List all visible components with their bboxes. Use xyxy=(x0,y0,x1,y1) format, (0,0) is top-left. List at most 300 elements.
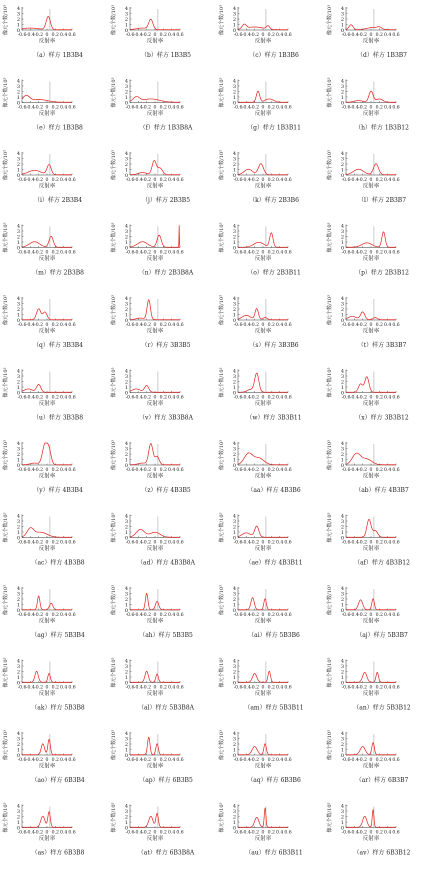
y-tick-label: 4 xyxy=(340,150,344,157)
y-tick-label: 3 xyxy=(124,663,128,670)
x-tick-label: -0.4 xyxy=(241,105,251,111)
x-tick-label: -0.4 xyxy=(25,395,35,401)
y-tick-label: 3 xyxy=(16,663,20,670)
x-tick-label: 0.4 xyxy=(276,33,284,38)
x-tick-label: -0.4 xyxy=(241,830,251,836)
histogram-curve xyxy=(130,737,180,755)
x-tick-label: 0.2 xyxy=(267,540,275,546)
x-tick-label: 0 xyxy=(369,540,373,546)
histogram-curve xyxy=(22,309,72,320)
y-tick-label: 1 xyxy=(232,239,236,246)
x-tick-label: -0.4 xyxy=(241,758,251,763)
x-axis-label: 反射率 xyxy=(146,328,164,335)
y-axis-label: 像元个数/10³ xyxy=(111,512,117,543)
y-tick-label: 4 xyxy=(124,585,128,592)
y-tick-label: 4 xyxy=(16,803,20,810)
x-tick-label: -0.6 xyxy=(233,250,243,256)
x-tick-label: 0.4 xyxy=(276,250,284,256)
x-axis-label: 反射率 xyxy=(38,836,56,842)
y-tick-label: 4 xyxy=(16,5,20,12)
histogram-panel xyxy=(326,802,411,856)
y-axis-label: 像元个数/10³ xyxy=(3,802,9,833)
y-axis-label: 像元个数/10³ xyxy=(219,439,225,471)
y-tick-label: 1 xyxy=(124,819,128,826)
y-axis-label: 像元个数/10³ xyxy=(111,729,117,761)
x-tick-label: 0.2 xyxy=(159,758,167,763)
panel-caption: （am）样方 5B3B11 xyxy=(244,704,304,712)
y-tick-label: 2 xyxy=(232,89,236,96)
x-tick-label: 0.2 xyxy=(267,685,275,691)
y-tick-label: 2 xyxy=(340,16,344,23)
x-tick-label: -0.6 xyxy=(125,33,135,38)
x-tick-label: -0.2 xyxy=(358,468,368,473)
y-axis-label: 像元个数/10³ xyxy=(3,149,9,181)
y-tick-label: 1 xyxy=(124,94,128,101)
y-tick-label: 4 xyxy=(124,658,128,665)
y-tick-label: 4 xyxy=(232,658,236,665)
y-tick-label: 3 xyxy=(124,736,128,743)
x-tick-label: 0.4 xyxy=(60,540,68,546)
panel-caption: （r）样方 3B3B5 xyxy=(141,342,191,349)
x-tick-label: 0.4 xyxy=(384,468,392,473)
histogram-panel xyxy=(326,585,408,639)
y-axis-label: 像元个数/10³ xyxy=(327,367,333,398)
x-tick-label: -0.2 xyxy=(142,33,152,38)
y-tick-label: 0 xyxy=(16,172,20,179)
histogram-panel xyxy=(218,512,303,566)
histogram-panel xyxy=(218,5,299,59)
x-tick-label: -0.2 xyxy=(250,685,260,691)
x-axis-label: 反射率 xyxy=(38,401,56,407)
x-tick-label: 0.4 xyxy=(384,685,392,691)
x-tick-label: 0.4 xyxy=(384,395,392,401)
x-tick-label: -0.4 xyxy=(133,178,143,183)
x-axis-label: 反射率 xyxy=(38,691,56,697)
y-tick-label: 4 xyxy=(16,730,20,737)
histogram-panel xyxy=(110,657,195,711)
y-tick-label: 0 xyxy=(124,390,128,397)
y-tick-label: 4 xyxy=(340,78,344,85)
x-tick-label: -0.4 xyxy=(25,250,35,256)
x-tick-label: 0.6 xyxy=(284,540,292,546)
x-tick-label: -0.6 xyxy=(17,613,27,618)
x-tick-label: 0.4 xyxy=(384,33,392,38)
x-axis-label: 反射率 xyxy=(362,691,380,697)
y-tick-label: 4 xyxy=(232,803,236,810)
y-axis-label: 像元个数/10³ xyxy=(111,294,117,326)
y-tick-label: 3 xyxy=(16,446,20,453)
x-tick-label: 0.4 xyxy=(276,758,284,763)
x-axis-label: 反射率 xyxy=(146,473,164,480)
x-tick-label: -0.2 xyxy=(358,758,368,763)
x-tick-label: 0 xyxy=(261,613,265,618)
y-axis-label: 像元个数/10³ xyxy=(327,149,333,181)
panel-caption: （m）样方 2B3B8 xyxy=(32,269,84,277)
y-tick-label: 0 xyxy=(340,462,344,469)
y-tick-label: 4 xyxy=(16,223,20,230)
y-tick-label: 2 xyxy=(232,234,236,241)
panel-caption: （ai）样方 5B3B6 xyxy=(248,632,300,639)
y-tick-label: 0 xyxy=(124,535,128,542)
y-tick-label: 3 xyxy=(340,518,344,525)
x-tick-label: 0.6 xyxy=(176,178,184,183)
y-tick-label: 2 xyxy=(124,306,128,313)
y-tick-label: 1 xyxy=(124,457,128,464)
y-tick-label: 1 xyxy=(232,819,236,826)
y-tick-label: 0 xyxy=(232,462,236,469)
x-tick-label: 0.4 xyxy=(276,395,284,401)
x-tick-label: 0.6 xyxy=(176,613,184,618)
x-tick-label: 0.4 xyxy=(168,33,176,38)
y-tick-label: 2 xyxy=(340,596,344,603)
x-tick-label: -0.6 xyxy=(341,540,351,546)
histogram-curve xyxy=(22,16,72,29)
y-tick-label: 0 xyxy=(340,27,344,34)
panel-caption: （ar）样方 6B3B7 xyxy=(355,777,409,784)
x-tick-label: -0.2 xyxy=(34,468,44,473)
x-tick-label: -0.4 xyxy=(25,758,35,763)
y-tick-label: 0 xyxy=(340,607,344,614)
x-tick-label: -0.6 xyxy=(233,685,243,691)
x-tick-label: 0.6 xyxy=(68,178,76,183)
histogram-curve xyxy=(346,91,396,102)
x-tick-label: -0.4 xyxy=(349,105,359,111)
y-tick-label: 3 xyxy=(232,663,236,670)
panel-caption: （av）样方 6B3B12 xyxy=(353,849,411,857)
x-tick-label: 0.2 xyxy=(267,758,275,763)
histogram-panel xyxy=(326,77,409,131)
y-tick-label: 4 xyxy=(340,295,344,302)
histogram-panel xyxy=(2,367,83,421)
x-tick-label: 0 xyxy=(45,758,49,763)
y-tick-label: 0 xyxy=(232,390,236,397)
histogram-curve xyxy=(238,526,288,537)
y-tick-label: 1 xyxy=(340,602,344,609)
x-tick-label: -0.6 xyxy=(233,830,243,836)
x-tick-label: 0.2 xyxy=(159,250,167,256)
y-tick-label: 1 xyxy=(232,674,236,681)
x-tick-label: 0.2 xyxy=(159,685,167,691)
x-tick-label: 0 xyxy=(45,685,49,691)
x-tick-label: -0.2 xyxy=(142,178,152,183)
panel-caption: （ak）样方 5B3B8 xyxy=(31,704,85,712)
x-tick-label: 0 xyxy=(261,540,265,546)
x-tick-label: 0.6 xyxy=(392,323,400,328)
x-axis-label: 反射率 xyxy=(362,836,380,842)
x-tick-label: 0.6 xyxy=(176,758,184,763)
y-tick-label: 0 xyxy=(232,100,236,107)
x-tick-label: -0.4 xyxy=(133,468,143,473)
x-tick-label: 0.6 xyxy=(176,540,184,546)
x-tick-label: 0.4 xyxy=(168,178,176,183)
y-axis-label: 像元个数/10³ xyxy=(111,584,117,616)
x-tick-label: 0.2 xyxy=(159,540,167,546)
y-tick-label: 0 xyxy=(232,752,236,759)
x-tick-label: 0.6 xyxy=(68,830,76,836)
y-tick-label: 0 xyxy=(16,27,20,34)
x-axis-label: 反射率 xyxy=(362,546,380,552)
y-tick-label: 3 xyxy=(232,446,236,453)
y-tick-label: 3 xyxy=(340,591,344,598)
histogram-curve xyxy=(238,309,288,320)
x-tick-label: -0.2 xyxy=(34,178,44,183)
x-tick-label: 0.2 xyxy=(267,105,275,111)
x-tick-label: -0.6 xyxy=(125,105,135,111)
y-tick-label: 2 xyxy=(124,524,128,531)
x-axis-label: 反射率 xyxy=(254,546,272,552)
panel-caption: （aj）样方 5B3B7 xyxy=(356,632,408,639)
x-tick-label: -0.6 xyxy=(17,758,27,763)
y-tick-label: 3 xyxy=(124,301,128,308)
x-axis-label: 反射率 xyxy=(362,401,380,407)
y-tick-label: 0 xyxy=(340,535,344,542)
x-tick-label: 0.6 xyxy=(68,613,76,618)
x-tick-label: 0.2 xyxy=(159,105,167,111)
x-axis-label: 反射率 xyxy=(254,183,272,190)
x-tick-label: 0 xyxy=(153,33,157,38)
histogram-panel xyxy=(326,730,408,784)
x-tick-label: -0.4 xyxy=(349,468,359,473)
histogram-curve xyxy=(130,19,180,30)
x-tick-label: 0.6 xyxy=(392,468,400,473)
y-tick-label: 1 xyxy=(340,747,344,754)
x-tick-label: -0.6 xyxy=(17,178,27,183)
y-axis-label: 像元个数/10³ xyxy=(3,4,9,36)
x-tick-label: -0.4 xyxy=(25,323,35,328)
x-axis-label: 反射率 xyxy=(38,183,56,190)
x-tick-label: 0.4 xyxy=(384,250,392,256)
y-tick-label: 2 xyxy=(124,161,128,168)
x-tick-label: 0 xyxy=(261,178,265,183)
y-tick-label: 2 xyxy=(16,741,20,748)
y-tick-label: 4 xyxy=(232,368,236,375)
y-tick-label: 0 xyxy=(340,100,344,107)
y-tick-label: 1 xyxy=(16,747,20,754)
x-tick-label: 0.4 xyxy=(60,33,68,38)
x-tick-label: 0.4 xyxy=(60,105,68,111)
x-tick-label: -0.4 xyxy=(133,250,143,256)
x-tick-label: -0.6 xyxy=(341,758,351,763)
x-axis-label: 反射率 xyxy=(146,183,164,190)
y-tick-label: 3 xyxy=(124,446,128,453)
x-tick-label: -0.4 xyxy=(133,33,143,38)
x-tick-label: 0 xyxy=(261,33,265,38)
histogram-panel xyxy=(326,440,409,494)
x-tick-label: -0.4 xyxy=(25,613,35,618)
x-tick-label: 0.2 xyxy=(267,33,275,38)
x-tick-label: -0.6 xyxy=(233,323,243,328)
y-tick-label: 2 xyxy=(340,741,344,748)
histogram-curve xyxy=(130,671,180,682)
y-tick-label: 2 xyxy=(16,161,20,168)
x-tick-label: 0.2 xyxy=(51,250,59,256)
x-tick-label: -0.6 xyxy=(17,468,27,473)
x-tick-label: 0.6 xyxy=(284,33,292,38)
y-tick-label: 0 xyxy=(16,535,20,542)
x-tick-label: 0.2 xyxy=(375,33,383,38)
y-tick-label: 1 xyxy=(340,239,344,246)
y-tick-label: 0 xyxy=(232,245,236,252)
x-tick-label: -0.2 xyxy=(358,33,368,38)
x-tick-label: 0 xyxy=(45,395,49,401)
x-tick-label: -0.2 xyxy=(34,540,44,546)
x-tick-label: -0.2 xyxy=(358,105,368,111)
panel-caption: （at）样方 6B3B8A xyxy=(137,849,195,857)
y-axis-label: 像元个数/10³ xyxy=(111,77,117,108)
panel-caption: （au）样方 6B3B11 xyxy=(245,849,303,857)
histogram-panel xyxy=(110,367,194,421)
x-axis-label: 反射率 xyxy=(362,183,380,190)
histogram-curve xyxy=(238,598,288,610)
y-tick-label: 3 xyxy=(16,11,20,18)
x-tick-label: 0.2 xyxy=(51,613,59,618)
y-tick-label: 0 xyxy=(16,390,20,397)
histogram-panel xyxy=(218,802,303,856)
y-tick-label: 4 xyxy=(16,78,20,85)
y-tick-label: 1 xyxy=(16,239,20,246)
panel-caption: （l）样方 2B3B7 xyxy=(357,197,407,204)
x-tick-label: -0.2 xyxy=(358,685,368,691)
x-axis-label: 反射率 xyxy=(38,546,56,552)
histogram-panel xyxy=(110,5,191,59)
x-tick-label: -0.6 xyxy=(125,323,135,328)
y-axis-label: 像元个数/10³ xyxy=(111,222,117,253)
histogram-panel xyxy=(110,150,190,204)
y-tick-label: 0 xyxy=(232,172,236,179)
x-tick-label: 0 xyxy=(153,250,157,256)
y-tick-label: 2 xyxy=(16,596,20,603)
x-tick-label: -0.6 xyxy=(125,613,135,618)
y-tick-label: 1 xyxy=(16,457,20,464)
x-tick-label: -0.6 xyxy=(17,540,27,546)
y-tick-label: 1 xyxy=(16,602,20,609)
x-tick-label: -0.2 xyxy=(34,250,44,256)
y-tick-label: 1 xyxy=(16,94,20,101)
y-tick-label: 3 xyxy=(232,808,236,815)
x-tick-label: -0.4 xyxy=(349,540,359,546)
panel-caption: （as）样方 6B3B8 xyxy=(31,849,85,857)
x-tick-label: 0.4 xyxy=(276,685,284,691)
histogram-curve xyxy=(346,599,396,610)
y-tick-label: 1 xyxy=(340,94,344,101)
x-axis-label: 反射率 xyxy=(362,618,380,625)
y-tick-label: 1 xyxy=(340,312,344,319)
x-tick-label: -0.6 xyxy=(17,33,27,38)
x-tick-label: 0.6 xyxy=(392,250,400,256)
x-tick-label: -0.6 xyxy=(125,468,135,473)
x-tick-label: 0.2 xyxy=(375,395,383,401)
panel-caption: （b）样方 1B3B5 xyxy=(140,52,192,59)
panel-caption: （ap）样方 6B3B5 xyxy=(139,777,193,784)
panel-caption: （ab）样方 4B3B7 xyxy=(355,487,409,494)
x-tick-label: -0.6 xyxy=(341,178,351,183)
x-tick-label: 0.6 xyxy=(392,758,400,763)
x-tick-label: -0.6 xyxy=(233,395,243,401)
x-tick-label: 0.2 xyxy=(159,830,167,836)
x-tick-label: -0.4 xyxy=(25,105,35,111)
y-tick-label: 4 xyxy=(232,78,236,85)
panel-caption: （w）样方 3B3B11 xyxy=(246,414,302,422)
x-tick-label: 0.4 xyxy=(168,613,176,618)
x-tick-label: -0.4 xyxy=(133,105,143,111)
x-tick-label: 0 xyxy=(261,395,265,401)
x-tick-label: 0.6 xyxy=(176,468,184,473)
y-tick-label: 1 xyxy=(232,22,236,29)
y-axis-label: 像元个数/10³ xyxy=(3,294,9,326)
y-tick-label: 3 xyxy=(232,11,236,18)
x-tick-label: 0.4 xyxy=(276,540,284,546)
y-tick-label: 0 xyxy=(124,100,128,107)
y-tick-label: 1 xyxy=(232,602,236,609)
x-tick-label: -0.2 xyxy=(250,613,260,618)
y-tick-label: 2 xyxy=(232,379,236,386)
y-tick-label: 3 xyxy=(232,373,236,380)
y-tick-label: 2 xyxy=(124,741,128,748)
y-tick-label: 3 xyxy=(124,11,128,18)
x-tick-label: 0.4 xyxy=(60,178,68,183)
histogram-curve xyxy=(346,672,396,682)
x-axis-label: 反射率 xyxy=(38,763,56,770)
y-tick-label: 0 xyxy=(340,317,344,324)
x-tick-label: 0.2 xyxy=(51,758,59,763)
histogram-curve xyxy=(238,233,288,248)
y-tick-label: 0 xyxy=(340,245,344,252)
x-tick-label: -0.6 xyxy=(125,758,135,763)
y-tick-label: 3 xyxy=(232,228,236,235)
x-tick-label: -0.2 xyxy=(250,468,260,473)
y-tick-label: 2 xyxy=(340,669,344,676)
y-axis-label: 像元个数/10³ xyxy=(3,439,9,471)
x-tick-label: 0.6 xyxy=(68,250,76,256)
y-tick-label: 2 xyxy=(340,379,344,386)
histogram-panel xyxy=(2,657,85,711)
x-tick-label: 0 xyxy=(45,33,49,38)
x-tick-label: 0.6 xyxy=(392,540,400,546)
y-tick-label: 2 xyxy=(124,814,128,821)
x-axis-label: 反射率 xyxy=(254,618,272,625)
y-tick-label: 1 xyxy=(16,819,20,826)
x-tick-label: -0.6 xyxy=(125,250,135,256)
x-tick-label: 0.6 xyxy=(68,395,76,401)
y-tick-label: 3 xyxy=(124,518,128,525)
panel-caption: （y）样方 4B3B4 xyxy=(33,487,83,494)
x-tick-label: -0.4 xyxy=(241,395,251,401)
x-tick-label: 0.2 xyxy=(267,178,275,183)
histogram-curve xyxy=(346,519,396,537)
y-tick-label: 1 xyxy=(232,457,236,464)
y-tick-label: 3 xyxy=(232,156,236,163)
x-tick-label: -0.4 xyxy=(25,178,35,183)
panel-caption: （i）样方 2B3B4 xyxy=(33,197,83,204)
x-tick-label: 0 xyxy=(261,468,265,473)
x-tick-label: -0.4 xyxy=(241,540,251,546)
x-tick-label: -0.4 xyxy=(241,685,251,691)
x-tick-label: 0.6 xyxy=(392,178,400,183)
histogram-curve xyxy=(238,164,288,175)
x-axis-label: 反射率 xyxy=(146,763,164,770)
histogram-panel xyxy=(326,5,407,59)
x-tick-label: 0.6 xyxy=(284,758,292,763)
x-axis-label: 反射率 xyxy=(254,473,272,480)
y-tick-label: 4 xyxy=(124,440,128,447)
y-tick-label: 4 xyxy=(16,295,20,302)
y-tick-label: 4 xyxy=(232,223,236,230)
y-tick-label: 2 xyxy=(124,234,128,241)
x-axis-label: 反射率 xyxy=(38,328,56,335)
x-tick-label: 0.2 xyxy=(159,468,167,473)
y-axis-label: 像元个数/10³ xyxy=(219,4,225,36)
x-tick-label: 0.6 xyxy=(68,33,76,38)
